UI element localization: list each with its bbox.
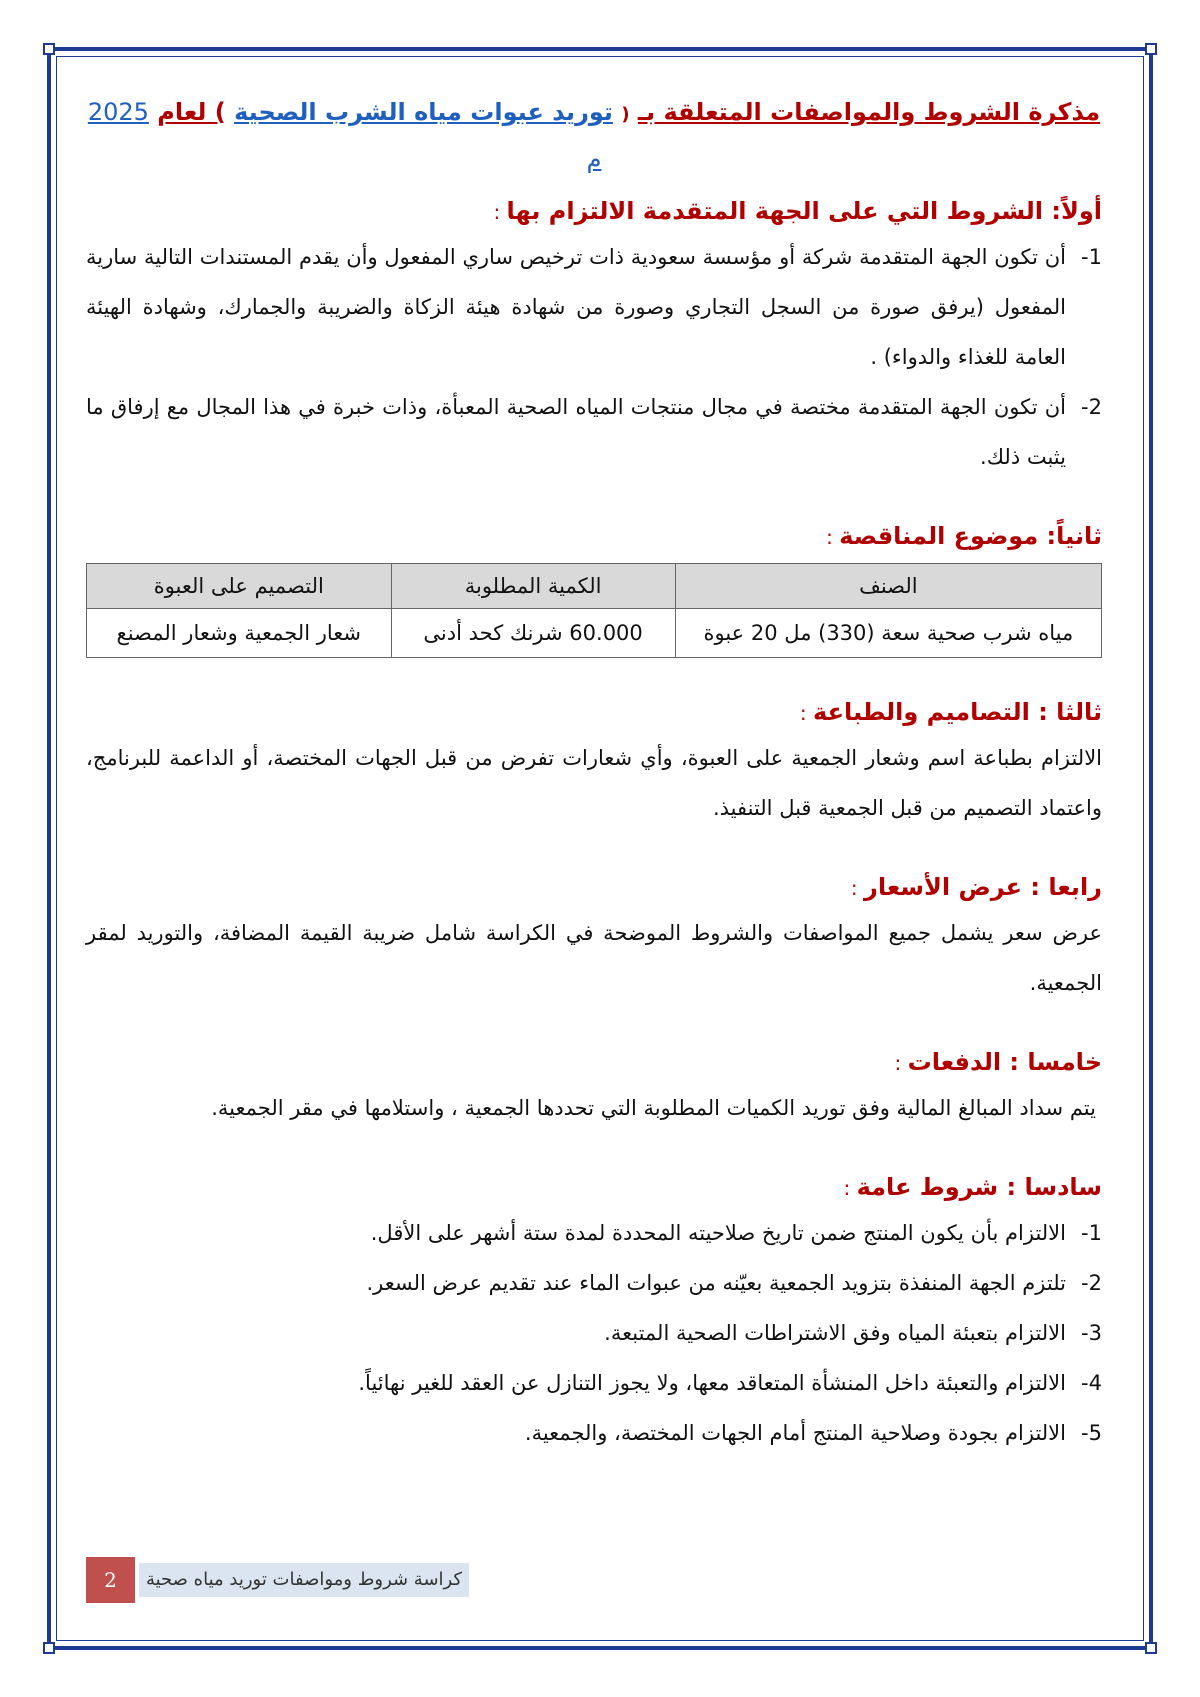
section5-title: : الدفعات	[907, 1048, 1028, 1076]
section1-title: : الشروط التي على الجهة المتقدمة الالتزام بها	[506, 197, 1061, 225]
section1-prefix: أولاً	[1060, 197, 1102, 225]
document-title	[86, 90, 1102, 181]
section5-colon: :	[894, 1051, 908, 1075]
section-heading-3	[86, 692, 1102, 733]
item-number: 2-	[1081, 1271, 1102, 1295]
item-number: 5-	[1081, 1421, 1102, 1445]
table-header: الصنف	[675, 564, 1101, 609]
table-cell: مياه شرب صحية سعة (330) مل 20 عبوة	[675, 609, 1101, 658]
title-part3: توريد عبوات مياه الشرب الصحية	[234, 98, 613, 126]
section4-colon: :	[850, 876, 865, 900]
title-part2: (	[621, 104, 630, 125]
section-heading-4	[86, 867, 1102, 908]
item-text: أن تكون الجهة المتقدمة شركة أو مؤسسة سعودية ذات ترخيص ساري المفعول وأن يقدم المستندات التالية سارية المفعول (يرفق صورة من السجل التجاري وصورة من شهادة هيئة الزكاة والضريبة والجمارك، وشهادة الهيئة العامة للغذاء والدواء) .	[86, 245, 1066, 369]
page-number: 2	[86, 1557, 135, 1603]
section2-colon: :	[826, 525, 840, 549]
section3-colon: :	[799, 701, 814, 725]
list-item	[86, 1258, 1102, 1308]
section4-text: عرض سعر يشمل جميع المواصفات والشروط الموضحة في الكراسة شامل ضريبة القيمة المضافة، والتوريد لمقر الجمعية.	[86, 921, 1102, 995]
list-item	[86, 1208, 1102, 1258]
item-number: 3-	[1081, 1321, 1102, 1345]
footer-label: كراسة شروط ومواصفات توريد مياه صحية	[139, 1563, 469, 1597]
item-text: أن تكون الجهة المتقدمة مختصة في مجال منتجات المياه الصحية المعبأة، وذات خبرة في هذا المجال مع إرفاق ما يثبت ذلك.	[86, 395, 1066, 469]
section4-title: : عرض الأسعار	[864, 873, 1049, 901]
item-number: 2-	[1081, 395, 1102, 419]
item-text: الالتزام والتعبئة داخل المنشأة المتعاقد معها، ولا يجوز التنازل عن العقد للغير نهائياً.	[358, 1371, 1066, 1395]
title-part4: ) لعام	[157, 98, 226, 126]
border-corner-ornament	[1145, 1642, 1157, 1654]
section1-colon: :	[493, 200, 507, 224]
section3-title: : التصاميم والطباعة	[813, 698, 1057, 726]
item-number: 1-	[1081, 1221, 1102, 1245]
item-number: 4-	[1081, 1371, 1102, 1395]
list-item	[86, 1308, 1102, 1358]
item-number: 1-	[1081, 245, 1102, 269]
section-heading-6	[86, 1167, 1102, 1208]
section6-prefix: سادسا	[1024, 1173, 1102, 1201]
list-item	[86, 1358, 1102, 1408]
table-cell: شعار الجمعية وشعار المصنع	[87, 609, 392, 658]
table-header: التصميم على العبوة	[87, 564, 392, 609]
section5-prefix: خامسا	[1027, 1048, 1102, 1076]
list-item	[86, 382, 1102, 482]
border-corner-ornament	[1145, 43, 1157, 55]
item-text: الالتزام بتعبئة المياه وفق الاشتراطات الصحية المتبعة.	[604, 1321, 1066, 1345]
list-item	[86, 232, 1102, 382]
section5-text: يتم سداد المبالغ المالية وفق توريد الكميات المطلوبة التي تحددها الجمعية ، واستلامها في مقر الجمعية.	[211, 1096, 1096, 1120]
document-body	[86, 90, 1102, 1458]
table-header-row	[87, 564, 1102, 609]
section3-prefix: ثالثا	[1056, 698, 1102, 726]
border-corner-ornament	[43, 43, 55, 55]
title-part1: مذكرة الشروط والمواصفات المتعلقة بـ	[637, 98, 1101, 126]
border-corner-ornament	[43, 1642, 55, 1654]
table-header: الكمية المطلوبة	[391, 564, 675, 609]
section6-colon: :	[843, 1176, 857, 1200]
table-row	[87, 609, 1102, 658]
section6-title: : شروط عامة	[856, 1173, 1025, 1201]
item-text: الالتزام بأن يكون المنتج ضمن تاريخ صلاحيته المحددة لمدة ستة أشهر على الأقل.	[370, 1221, 1066, 1245]
section-heading-5	[86, 1042, 1102, 1083]
list-item	[86, 1408, 1102, 1458]
section4-prefix: رابعا	[1048, 873, 1102, 901]
section3-text: الالتزام بطباعة اسم وشعار الجمعية على العبوة، وأي شعارات تفرض من قبل الجهات المختصة، أو الداعمة للبرنامج، واعتماد التصميم من قبل الجمعية قبل التنفيذ.	[86, 746, 1102, 820]
table-cell: 60.000 شرنك كحد أدنى	[391, 609, 675, 658]
section2-title: : موضوع المناقصة	[839, 522, 1057, 550]
section-heading-2	[86, 516, 1102, 557]
item-text: الالتزام بجودة وصلاحية المنتج أمام الجهات المختصة، والجمعية.	[524, 1421, 1066, 1445]
section-heading-1	[86, 191, 1102, 232]
page-footer	[86, 1557, 486, 1603]
item-text: تلتزم الجهة المنفذة بتزويد الجمعية بعيّنه من عبوات الماء عند تقديم عرض السعر.	[366, 1271, 1066, 1295]
title-year: 2025 م	[87, 98, 602, 173]
section2-prefix: ثانياً	[1056, 522, 1102, 550]
tender-items-table	[86, 563, 1102, 658]
